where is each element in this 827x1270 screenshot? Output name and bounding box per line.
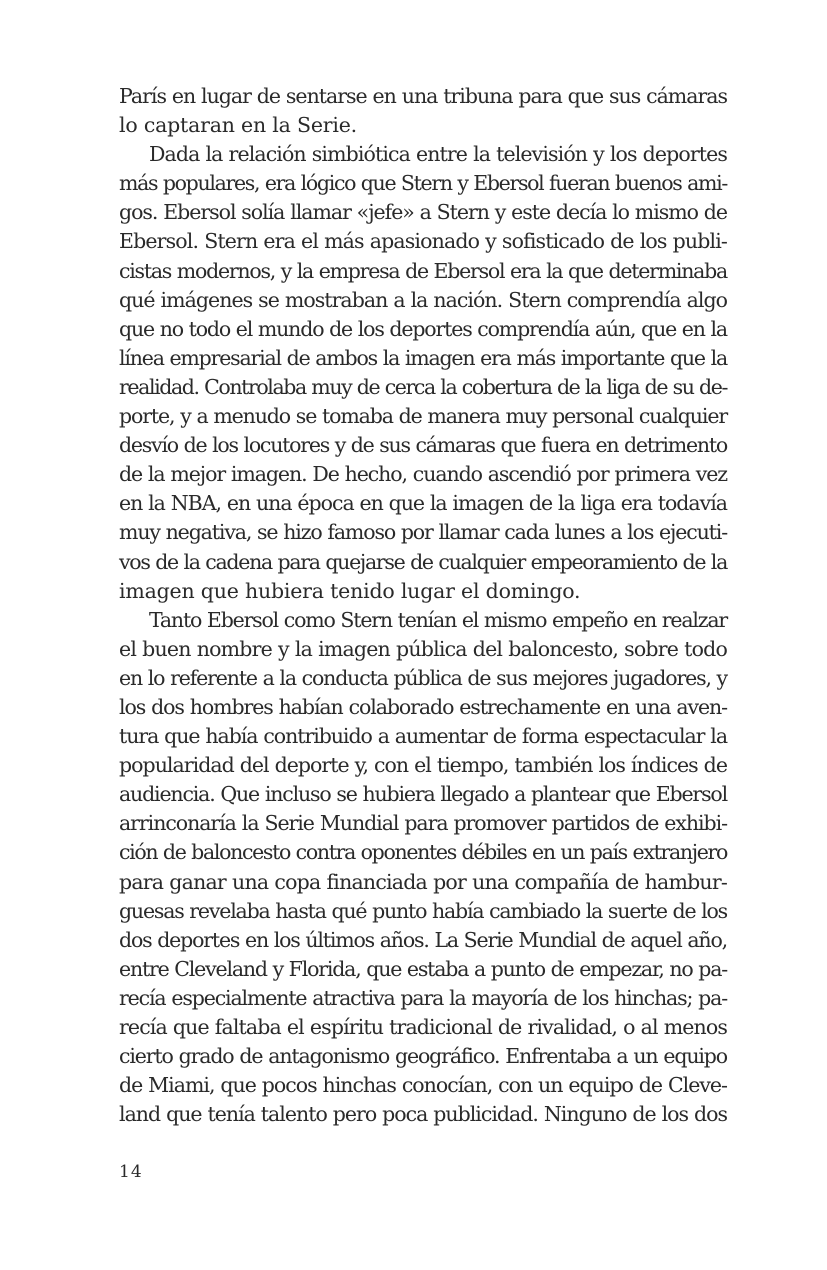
text-line: entre Cleveland y Florida, que estaba a punto de empezar, no pa- (119, 956, 727, 981)
body-text (119, 82, 727, 1129)
text-line: París en lugar de sentarse en una tribuna para que sus cámaras (119, 84, 727, 108)
page-number: 14 (119, 1162, 143, 1182)
text-line: tura que había contribuido a aumentar de forma espectacular la (119, 724, 727, 749)
text-line: qué imágenes se mostraban a la nación. Stern comprendía algo (119, 287, 727, 312)
text-line: en lo referente a la conducta pública de sus mejores jugadores, y (119, 665, 727, 690)
text-line: para ganar una copa financiada por una compañía de hambur- (119, 869, 727, 894)
text-line: lo captaran en la Serie. (119, 113, 357, 138)
text-line: cistas modernos, y la empresa de Ebersol era la que determinaba (119, 258, 727, 283)
text-line: Ebersol. Stern era el más apasionado y sofisticado de los publi- (119, 229, 727, 254)
text-line: guesas revelaba hasta qué punto había cambiado la suerte de los (119, 898, 727, 923)
text-line: popularidad del deporte y, con el tiempo, también los índices de (119, 753, 727, 778)
text-line: Tanto Ebersol como Stern tenían el mismo empeño en realzar (149, 607, 727, 632)
text-line: recía especialmente atractiva para la mayoría de los hinchas; pa- (119, 985, 727, 1010)
text-line: recía que faltaba el espíritu tradicional de rivalidad, o al menos (119, 1015, 727, 1039)
text-line: vos de la cadena para quejarse de cualquier empeoramiento de la (119, 549, 727, 574)
text-line: realidad. Controlaba muy de cerca la cobertura de la liga de su de- (119, 374, 727, 399)
text-line: más populares, era lógico que Stern y Ebersol fueran buenos ami- (119, 171, 727, 196)
text-line: gos. Ebersol solía llamar «jefe» a Stern y este decía lo mismo de (119, 200, 727, 225)
text-line: cierto grado de antagonismo geográfico. Enfrentaba a un equipo (119, 1044, 727, 1069)
text-line: ción de baloncesto contra oponentes débiles en un país extranjero (119, 840, 727, 865)
text-line: porte, y a menudo se tomaba de manera muy personal cualquier (119, 404, 727, 429)
text-line: los dos hombres habían colaborado estrechamente en una aven- (119, 694, 727, 719)
text-line: que no todo el mundo de los deportes comprendía aún, que en la (119, 316, 727, 341)
text-line: arrinconaría la Serie Mundial para promover partidos de exhibi- (119, 811, 727, 836)
text-line: el buen nombre y la imagen pública del baloncesto, sobre todo (119, 636, 727, 661)
text-line: de la mejor imagen. De hecho, cuando ascendió por primera vez (119, 462, 727, 487)
text-line: Dada la relación simbiótica entre la televisión y los deportes (149, 142, 727, 167)
text-line: imagen que hubiera tenido lugar el domingo. (119, 578, 581, 603)
text-line: desvío de los locutores y de sus cámaras que fuera en detrimento (119, 433, 727, 458)
text-line: línea empresarial de ambos la imagen era más importante que la (119, 345, 727, 370)
text-line: audiencia. Que incluso se hubiera llegado a plantear que Ebersol (119, 782, 727, 807)
text-line: muy negativa, se hizo famoso por llamar cada lunes a los ejecuti- (119, 520, 727, 545)
text-line: dos deportes en los últimos años. La Serie Mundial de aquel año, (119, 927, 727, 952)
text-line: de Miami, que pocos hinchas conocían, con un equipo de Cleve- (119, 1073, 727, 1098)
text-line: en la NBA, en una época en que la imagen de la liga era todavía (119, 491, 727, 516)
text-line: land que tenía talento pero poca publicidad. Ninguno de los dos (119, 1102, 727, 1127)
